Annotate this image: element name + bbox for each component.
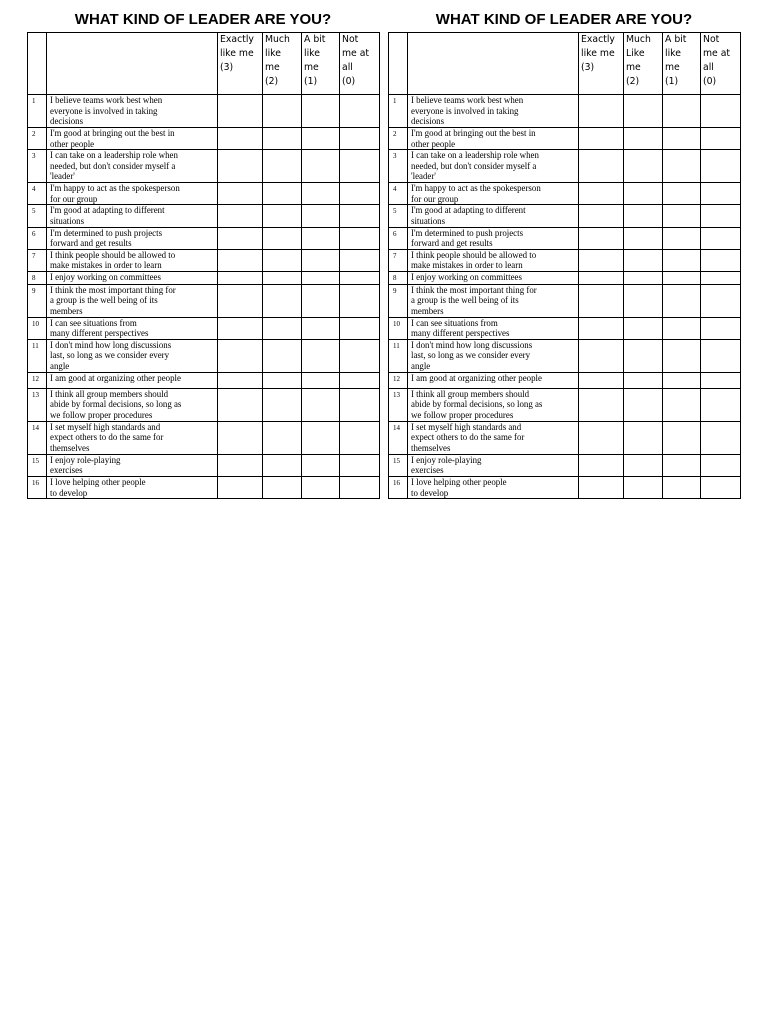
statement-number: 8 <box>28 271 47 284</box>
rating-cell[interactable] <box>579 476 624 498</box>
statement-text: I am good at organizing other people <box>47 372 218 388</box>
rating-cell[interactable] <box>340 249 380 271</box>
column-header-line: like <box>665 48 681 59</box>
statement-text: I'm good at bringing out the best in other people <box>47 128 218 150</box>
rating-cell[interactable] <box>663 284 701 317</box>
statement-number: 15 <box>389 454 408 476</box>
statement-text: I am good at organizing other people <box>408 372 579 388</box>
rating-cell[interactable] <box>663 372 701 388</box>
column-header-line: (3) <box>581 62 595 73</box>
rating-cell[interactable] <box>663 388 701 421</box>
column-header-line: (1) <box>304 76 318 87</box>
statement-row <box>28 339 380 372</box>
statement-header <box>408 33 579 95</box>
statement-text: I think people should be allowed to make mistakes in order to learn <box>47 249 218 271</box>
statement-number: 13 <box>389 388 408 421</box>
statement-row <box>28 249 380 271</box>
rating-cell[interactable] <box>579 372 624 388</box>
survey-title: WHAT KIND OF LEADER ARE YOU? <box>435 11 693 28</box>
column-header-line: me at <box>342 48 370 59</box>
number-header <box>28 33 47 95</box>
column-header-line: me at <box>703 48 731 59</box>
statement-text: I think people should be allowed to make mistakes in order to learn <box>408 249 579 271</box>
statement-text: I can take on a leadership role when needed, but don't consider myself a 'leader' <box>408 150 579 183</box>
rating-cell[interactable] <box>579 205 624 227</box>
statement-header <box>47 33 218 95</box>
rating-cell[interactable] <box>663 205 701 227</box>
rating-cell[interactable] <box>218 421 263 454</box>
rating-cell[interactable] <box>579 388 624 421</box>
statement-number: 10 <box>389 317 408 339</box>
rating-cell[interactable] <box>302 421 340 454</box>
rating-cell[interactable] <box>218 95 263 128</box>
statement-row <box>28 421 380 454</box>
rating-cell[interactable] <box>701 317 741 339</box>
rating-cell[interactable] <box>340 128 380 150</box>
rating-cell[interactable] <box>263 476 302 498</box>
statement-row <box>28 183 380 205</box>
rating-cell[interactable] <box>218 183 263 205</box>
rating-cell[interactable] <box>579 317 624 339</box>
column-header-line: me <box>265 62 280 73</box>
column-header-line: Much <box>265 34 290 45</box>
statement-number: 1 <box>389 95 408 128</box>
rating-cell[interactable] <box>340 284 380 317</box>
column-header-line: like me <box>581 48 615 59</box>
survey-body <box>389 95 741 499</box>
header-row <box>389 33 741 95</box>
statement-row <box>28 476 380 498</box>
rating-cell[interactable] <box>340 454 380 476</box>
column-header-line: me <box>304 62 319 73</box>
statement-row <box>389 476 741 498</box>
statement-text: I'm happy to act as the spokesperson for our group <box>47 183 218 205</box>
column-header <box>302 33 340 95</box>
statement-row <box>389 205 741 227</box>
rating-cell[interactable] <box>302 227 340 249</box>
rating-cell[interactable] <box>624 227 663 249</box>
rating-cell[interactable] <box>701 128 741 150</box>
rating-cell[interactable] <box>663 271 701 284</box>
statement-number: 14 <box>389 421 408 454</box>
statement-text: I don't mind how long discussions last, so long as we consider every angle <box>408 339 579 372</box>
statement-number: 14 <box>28 421 47 454</box>
statement-row <box>389 128 741 150</box>
statement-text: I think the most important thing for a group is the well being of its members <box>47 284 218 317</box>
rating-cell[interactable] <box>263 339 302 372</box>
rating-cell[interactable] <box>218 339 263 372</box>
statement-text: I believe teams work best when everyone is involved in taking decisions <box>408 95 579 128</box>
rating-cell[interactable] <box>302 476 340 498</box>
statement-row <box>389 249 741 271</box>
statement-number: 2 <box>28 128 47 150</box>
statement-number: 4 <box>389 183 408 205</box>
rating-cell[interactable] <box>302 388 340 421</box>
rating-cell[interactable] <box>663 150 701 183</box>
rating-cell[interactable] <box>218 128 263 150</box>
rating-cell[interactable] <box>624 317 663 339</box>
statement-row <box>389 150 741 183</box>
statement-text: I'm good at bringing out the best in other people <box>408 128 579 150</box>
statement-row <box>28 205 380 227</box>
statement-number: 9 <box>389 284 408 317</box>
statement-number: 11 <box>28 339 47 372</box>
rating-cell[interactable] <box>218 205 263 227</box>
rating-cell[interactable] <box>340 205 380 227</box>
rating-cell[interactable] <box>624 128 663 150</box>
rating-cell[interactable] <box>340 388 380 421</box>
rating-cell[interactable] <box>218 284 263 317</box>
rating-cell[interactable] <box>663 476 701 498</box>
statement-row <box>28 95 380 128</box>
statement-text: I set myself high standards and expect others to do the same for themselves <box>408 421 579 454</box>
statement-text: I can take on a leadership role when needed, but don't consider myself a 'leader' <box>47 150 218 183</box>
column-header-line: all <box>342 62 353 73</box>
rating-cell[interactable] <box>579 339 624 372</box>
statement-number: 1 <box>28 95 47 128</box>
rating-cell[interactable] <box>302 317 340 339</box>
rating-cell[interactable] <box>218 372 263 388</box>
column-header-line: (2) <box>626 76 640 87</box>
statement-number: 7 <box>28 249 47 271</box>
rating-cell[interactable] <box>701 421 741 454</box>
statement-row <box>389 372 741 388</box>
column-header-line: A bit <box>304 34 326 45</box>
statement-row <box>389 454 741 476</box>
rating-cell[interactable] <box>579 249 624 271</box>
rating-cell[interactable] <box>663 339 701 372</box>
rating-cell[interactable] <box>579 271 624 284</box>
column-header-line: me <box>626 62 641 73</box>
rating-cell[interactable] <box>340 95 380 128</box>
rating-cell[interactable] <box>302 372 340 388</box>
rating-cell[interactable] <box>263 150 302 183</box>
statement-row <box>389 183 741 205</box>
statement-text: I think the most important thing for a group is the well being of its members <box>408 284 579 317</box>
rating-cell[interactable] <box>624 284 663 317</box>
column-header <box>218 33 263 95</box>
rating-cell[interactable] <box>263 421 302 454</box>
statement-row <box>389 421 741 454</box>
column-header-line: (3) <box>220 62 234 73</box>
rating-cell[interactable] <box>579 150 624 183</box>
rating-cell[interactable] <box>302 454 340 476</box>
statement-text: I think all group members should abide by formal decisions, so long as we follow proper procedures <box>408 388 579 421</box>
rating-cell[interactable] <box>340 271 380 284</box>
statement-text: I love helping other people to develop <box>47 476 218 498</box>
rating-cell[interactable] <box>218 388 263 421</box>
statement-text: I'm determined to push projects forward and get results <box>47 227 218 249</box>
rating-cell[interactable] <box>663 421 701 454</box>
statement-row <box>28 150 380 183</box>
statement-text: I'm good at adapting to different situations <box>47 205 218 227</box>
rating-cell[interactable] <box>263 372 302 388</box>
column-header-line: (1) <box>665 76 679 87</box>
rating-cell[interactable] <box>624 476 663 498</box>
rating-cell[interactable] <box>302 183 340 205</box>
statement-text: I enjoy working on committees <box>47 271 218 284</box>
column-header <box>340 33 380 95</box>
survey-sheet-right <box>388 8 740 499</box>
rating-cell[interactable] <box>701 271 741 284</box>
rating-cell[interactable] <box>340 421 380 454</box>
rating-cell[interactable] <box>263 249 302 271</box>
rating-cell[interactable] <box>263 227 302 249</box>
rating-cell[interactable] <box>218 249 263 271</box>
statement-row <box>28 317 380 339</box>
rating-cell[interactable] <box>701 249 741 271</box>
rating-cell[interactable] <box>701 227 741 249</box>
rating-cell[interactable] <box>701 284 741 317</box>
rating-cell[interactable] <box>302 205 340 227</box>
rating-cell[interactable] <box>218 454 263 476</box>
rating-cell[interactable] <box>263 183 302 205</box>
column-header <box>663 33 701 95</box>
rating-cell[interactable] <box>340 227 380 249</box>
rating-cell[interactable] <box>579 95 624 128</box>
column-header-line: Like <box>626 48 645 59</box>
column-header-line: me <box>665 62 680 73</box>
rating-cell[interactable] <box>579 227 624 249</box>
rating-cell[interactable] <box>624 150 663 183</box>
rating-cell[interactable] <box>218 476 263 498</box>
rating-cell[interactable] <box>579 454 624 476</box>
rating-cell[interactable] <box>663 227 701 249</box>
rating-cell[interactable] <box>340 339 380 372</box>
rating-cell[interactable] <box>579 128 624 150</box>
statement-text: I think all group members should abide by formal decisions, so long as we follow proper procedures <box>47 388 218 421</box>
rating-cell[interactable] <box>579 284 624 317</box>
rating-cell[interactable] <box>263 388 302 421</box>
rating-cell[interactable] <box>340 150 380 183</box>
survey-body <box>28 95 380 499</box>
rating-cell[interactable] <box>302 249 340 271</box>
statement-number: 7 <box>389 249 408 271</box>
statement-number: 2 <box>389 128 408 150</box>
rating-cell[interactable] <box>701 476 741 498</box>
rating-cell[interactable] <box>701 95 741 128</box>
rating-cell[interactable] <box>624 271 663 284</box>
statement-row <box>28 128 380 150</box>
statement-row <box>28 388 380 421</box>
rating-cell[interactable] <box>701 150 741 183</box>
statement-row <box>389 271 741 284</box>
survey-table <box>27 32 380 499</box>
rating-cell[interactable] <box>701 454 741 476</box>
statement-number: 15 <box>28 454 47 476</box>
statement-number: 9 <box>28 284 47 317</box>
rating-cell[interactable] <box>263 454 302 476</box>
column-header-line: like <box>304 48 320 59</box>
statement-number: 4 <box>28 183 47 205</box>
statement-row <box>389 284 741 317</box>
statement-text: I enjoy working on committees <box>408 271 579 284</box>
statement-number: 3 <box>28 150 47 183</box>
statement-row <box>28 227 380 249</box>
rating-cell[interactable] <box>579 421 624 454</box>
rating-cell[interactable] <box>624 183 663 205</box>
column-header <box>263 33 302 95</box>
rating-cell[interactable] <box>579 183 624 205</box>
column-header-line: all <box>703 62 714 73</box>
column-header-line: like <box>265 48 281 59</box>
rating-cell[interactable] <box>701 372 741 388</box>
rating-cell[interactable] <box>263 317 302 339</box>
statement-text: I'm happy to act as the spokesperson for our group <box>408 183 579 205</box>
statement-text: I enjoy role-playing exercises <box>47 454 218 476</box>
statement-text: I set myself high standards and expect others to do the same for themselves <box>47 421 218 454</box>
rating-cell[interactable] <box>263 205 302 227</box>
column-header-line: like me <box>220 48 254 59</box>
column-header-line: (0) <box>703 76 717 87</box>
statement-number: 12 <box>389 372 408 388</box>
statement-row <box>28 284 380 317</box>
statement-row <box>28 271 380 284</box>
rating-cell[interactable] <box>701 183 741 205</box>
column-header <box>701 33 741 95</box>
statement-text: I can see situations from many different perspectives <box>408 317 579 339</box>
rating-cell[interactable] <box>624 339 663 372</box>
rating-cell[interactable] <box>302 95 340 128</box>
column-header-line: Not <box>342 34 359 45</box>
rating-cell[interactable] <box>663 128 701 150</box>
statement-row <box>389 95 741 128</box>
column-header <box>579 33 624 95</box>
rating-cell[interactable] <box>624 421 663 454</box>
rating-cell[interactable] <box>218 227 263 249</box>
statement-row <box>389 317 741 339</box>
statement-row <box>28 372 380 388</box>
statement-text: I don't mind how long discussions last, so long as we consider every angle <box>47 339 218 372</box>
rating-cell[interactable] <box>302 150 340 183</box>
rating-cell[interactable] <box>218 271 263 284</box>
statement-text: I believe teams work best when everyone is involved in taking decisions <box>47 95 218 128</box>
column-header <box>624 33 663 95</box>
rating-cell[interactable] <box>663 249 701 271</box>
statement-number: 6 <box>28 227 47 249</box>
rating-cell[interactable] <box>701 205 741 227</box>
number-header <box>389 33 408 95</box>
rating-cell[interactable] <box>624 249 663 271</box>
statement-number: 3 <box>389 150 408 183</box>
statement-row <box>389 227 741 249</box>
statement-number: 13 <box>28 388 47 421</box>
statement-text: I can see situations from many different perspectives <box>47 317 218 339</box>
header-row <box>28 33 380 95</box>
rating-cell[interactable] <box>624 95 663 128</box>
statement-number: 10 <box>28 317 47 339</box>
rating-cell[interactable] <box>663 183 701 205</box>
column-header-line: Exactly <box>220 34 254 45</box>
rating-cell[interactable] <box>340 476 380 498</box>
rating-cell[interactable] <box>263 128 302 150</box>
rating-cell[interactable] <box>263 271 302 284</box>
rating-cell[interactable] <box>340 183 380 205</box>
rating-cell[interactable] <box>701 339 741 372</box>
column-header-line: Much <box>626 34 651 45</box>
rating-cell[interactable] <box>302 284 340 317</box>
rating-cell[interactable] <box>624 388 663 421</box>
rating-cell[interactable] <box>340 372 380 388</box>
rating-cell[interactable] <box>302 128 340 150</box>
rating-cell[interactable] <box>302 339 340 372</box>
rating-cell[interactable] <box>218 150 263 183</box>
rating-cell[interactable] <box>263 284 302 317</box>
rating-cell[interactable] <box>663 95 701 128</box>
rating-cell[interactable] <box>218 317 263 339</box>
survey-title: WHAT KIND OF LEADER ARE YOU? <box>74 11 332 28</box>
statement-number: 16 <box>389 476 408 498</box>
statement-number: 11 <box>389 339 408 372</box>
statement-text: I'm determined to push projects forward and get results <box>408 227 579 249</box>
survey-table <box>388 32 741 499</box>
statement-row <box>28 454 380 476</box>
statement-number: 6 <box>389 227 408 249</box>
rating-cell[interactable] <box>624 372 663 388</box>
rating-cell[interactable] <box>624 205 663 227</box>
rating-cell[interactable] <box>263 95 302 128</box>
column-header-line: A bit <box>665 34 687 45</box>
statement-number: 12 <box>28 372 47 388</box>
statement-text: I enjoy role-playing exercises <box>408 454 579 476</box>
statement-row <box>389 339 741 372</box>
statement-text: I'm good at adapting to different situations <box>408 205 579 227</box>
column-header-line: (2) <box>265 76 279 87</box>
rating-cell[interactable] <box>701 388 741 421</box>
rating-cell[interactable] <box>663 454 701 476</box>
statement-number: 16 <box>28 476 47 498</box>
rating-cell[interactable] <box>340 317 380 339</box>
statement-number: 5 <box>28 205 47 227</box>
statement-row <box>389 388 741 421</box>
statement-number: 8 <box>389 271 408 284</box>
rating-cell[interactable] <box>663 317 701 339</box>
statement-number: 5 <box>389 205 408 227</box>
column-header-line: Not <box>703 34 720 45</box>
survey-sheet-left <box>27 8 379 499</box>
column-header-line: (0) <box>342 76 356 87</box>
column-header-line: Exactly <box>581 34 615 45</box>
rating-cell[interactable] <box>624 454 663 476</box>
rating-cell[interactable] <box>302 271 340 284</box>
statement-text: I love helping other people to develop <box>408 476 579 498</box>
